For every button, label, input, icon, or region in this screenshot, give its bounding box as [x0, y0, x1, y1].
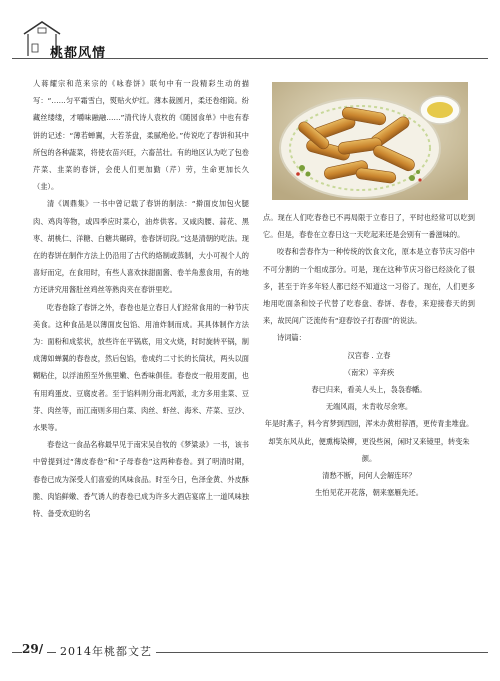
- page-footer: [12, 640, 488, 666]
- poem-title: 汉宫春 . 立春: [347, 350, 391, 360]
- poem-block: [263, 347, 475, 502]
- poem-line: 却笑东风从此，便熏梅染柳，更没些闲，闲时又来镜里，转变朱颜。: [268, 436, 470, 463]
- paragraph: 咬春和尝春作为一种传统的饮食文化，原本是立春节庆习俗中不可分割的一个组成部分。可是，现在这种节庆习俗已经淡化了很多，甚至于许多年轻人都已经不知道这一习俗了。现在，人们更多地用吃面条和饺子代替了吃春盘、春饼、春卷，来迎接春天的到来，故民间广泛流传有“迎春饺子打春面”的说法。: [263, 247, 475, 326]
- paragraph: 春卷这一食品名称最早见于南宋吴自牧的《梦粱录》一书，该书中曾提到过“薄皮春卷”和“子母春卷”这两种春卷。到了明清时期，春卷已成为深受人们喜爱的风味食品。时至今日，色泽金黄、外皮酥脆、肉馅鲜嫩、香气诱人的春卷已成为许多大酒店宴席上一道风味独特、备受欢迎的名: [33, 440, 249, 519]
- paragraph: 吃春卷除了春饼之外，春卷也是立春日人们经常食用的一种节庆美食。这种食品是以薄面皮包馅、用油炸制而成。其具体制作方法为：面粉和成浆状，放些许在平锅底，用文火烧，时时旋转平锅，制成薄如蝉翼的春卷皮，然后包馅，卷成约二寸长的长筒状，两头以面糊粘住，以浮油煎至外焦里嫩、色香味俱佳。春卷皮一般用麦面，也有用鸡蛋皮、豆腐皮者。至于馅料则分南北两派，北方多用韭菜、豆芽、肉丝等，而江南则多用白菜、肉丝、虾丝、海米、芹菜、豆沙、水果等。: [33, 302, 249, 433]
- paragraph: 点。现在人们吃春卷已不再局限于立春日了，平时也经常可以吃到它。但是，春卷在立春日这一天吃起来还是会别有一番滋味的。: [263, 213, 475, 240]
- spring-rolls-photo: [272, 82, 468, 200]
- magazine-name: 2014年桃都文艺: [56, 643, 156, 659]
- page-number: 29/: [22, 642, 47, 656]
- paragraph: 人蒋耀宗和范来宗的《咏春饼》联句中有一段精彩生动的描写：“……匀平霜雪白，熨贴火炉红。薄本裁圆月，柔还卷细筒。纷藏丝缕缕，才嚼味融融……”清代诗人袁枚的《随园食单》中也有春饼的记述：“薄若蝉翼，大若茶盘，柔腻绝伦。”传说吃了春饼和其中所包的各种蔬菜，将使农苗兴旺，六畜茁壮。有的地区认为吃了包卷芹菜、韭菜的春饼，会使人们更加勤（芹）劳，生命更加长久（韭）。: [33, 79, 249, 192]
- section-title: 桃都风情: [50, 46, 107, 61]
- section-header: [12, 20, 488, 60]
- header-divider: [12, 58, 488, 59]
- poem-intro: 诗词篇：: [277, 333, 306, 343]
- poem-line: 清愁不断，问何人会解连环？: [322, 471, 416, 481]
- poem-line: 无端风雨，未肯收尽余寒。: [325, 402, 413, 412]
- paragraph: 清《调鼎集》一书中曾记载了春饼的制法：“擀面皮加包火腿肉、鸡肉等物，或四季应时菜心，油炸供客。又咸肉腰、蒜花、黑枣、胡桃仁、洋糖、白糖共碾碎，卷春饼切段。”这是清朝的吃法。现在的春饼在制作方法上仍沿用了古代的烙制或蒸制，大小可视个人的喜好而定，在食用时，有些人喜欢抹甜面酱、卷羊角葱食用，有的地方还讲究用酱肚丝鸡丝等熟肉夹在春饼里吃。: [33, 199, 249, 295]
- poem-author: （南宋）辛弃疾: [343, 367, 395, 377]
- poem-line: 年是时燕子，料今宵梦到西园，浑未办黄柑荐酒，更传青韭堆盘。: [264, 419, 474, 429]
- right-text-column: [263, 209, 475, 501]
- left-text-column: [33, 75, 249, 522]
- poem-line: 生怕见花开花落，朝来塞雁先还。: [315, 488, 423, 498]
- poem-line: 春已归来，看美人头上，袅袅春幡。: [311, 385, 427, 395]
